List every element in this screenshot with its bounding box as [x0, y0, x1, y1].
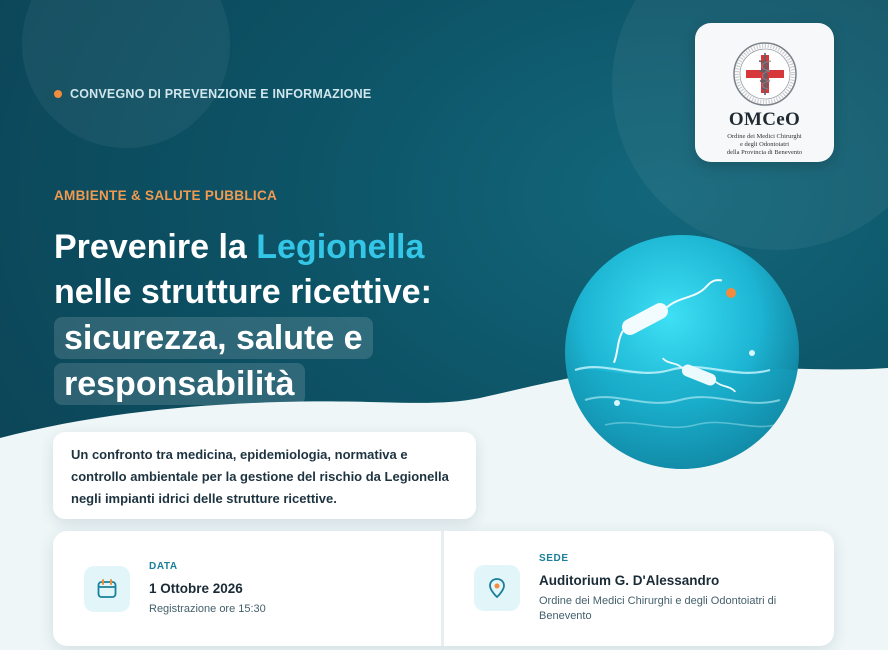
date-label: DATA [149, 561, 178, 572]
venue-detail: Ordine dei Medici Chirurghi e degli Odontoiatri di Benevento [539, 595, 777, 622]
title-text: Prevenire la [54, 228, 257, 266]
date-value: 1 Ottobre 2026 [149, 581, 243, 596]
event-info-card [53, 531, 834, 646]
logo-subtitle [710, 133, 820, 157]
title-line-4 [54, 361, 534, 407]
omceo-logo-card [695, 23, 834, 162]
date-detail: Registrazione ore 15:30 [149, 603, 266, 615]
title-chip: responsabilità [54, 363, 305, 405]
event-eyebrow [54, 87, 371, 101]
logo-subtitle-line: Ordine dei Medici Chirurghi [727, 133, 802, 140]
title-line-3 [54, 315, 534, 361]
calendar-icon [84, 566, 130, 612]
legionella-bacteria-illustration [565, 235, 799, 469]
orange-dot-icon [54, 90, 62, 98]
location-pin-icon [474, 565, 520, 611]
omceo-seal-icon [732, 41, 798, 107]
title-highlight: Legionella [256, 228, 425, 266]
page-title [54, 225, 534, 407]
venue-label: SEDE [539, 553, 569, 564]
logo-subtitle-line: e degli Odontoiatri [739, 141, 790, 148]
venue-block [444, 531, 834, 646]
description-text: Un confronto tra medicina, epidemiologia, normativa e controllo ambientale per la gestione del rischio da Legionella negli impianti idrici delle strutture ricettive. [71, 447, 449, 506]
logo-subtitle-line: della Provincia di Benevento [726, 149, 803, 156]
eyebrow-text: CONVEGNO DI PREVENZIONE E INFORMAZIONE [70, 87, 372, 101]
venue-value: Auditorium G. D'Alessandro [539, 573, 720, 588]
description-card [53, 432, 476, 519]
category-label: AMBIENTE & SALUTE PUBBLICA [54, 188, 278, 203]
title-line-2: nelle strutture ricettive: [54, 273, 432, 311]
title-chip: sicurezza, salute e [54, 317, 373, 359]
date-block [53, 531, 441, 646]
logo-name: OMCeO [728, 109, 801, 130]
title-line-1 [54, 225, 534, 270]
